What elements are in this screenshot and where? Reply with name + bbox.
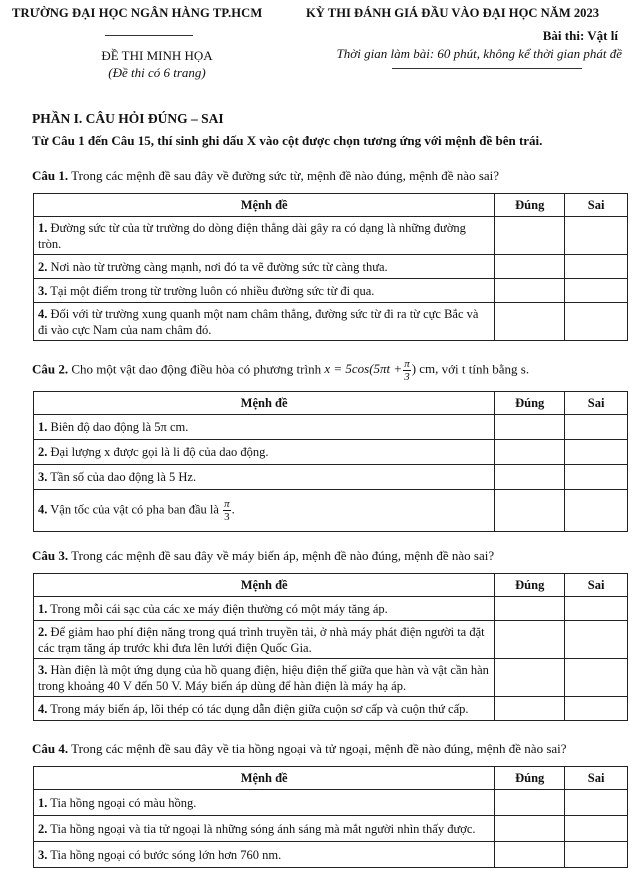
table-row [34,255,628,279]
exam-subject: Bài thi: Vật lí [542,28,618,43]
paper-type: ĐỀ THI MINH HỌA [101,48,213,63]
statement-cell: 2. Để giảm hao phí điện năng trong quá trình truyền tải, ở nhà máy phát điện người ta đặt các trạm tăng áp trước khi đưa lên lưới điện Quốc Gia. [34,621,495,659]
question-text: Cho một vật dao động điều hòa có phương trình [71,361,322,377]
question-text: Trong các mệnh đề sau đây về đường sức từ, mệnh đề nào đúng, mệnh đề nào sai? [71,168,500,183]
statement-cell: 1. Biên độ dao động là 5π cm. [34,415,495,440]
false-cell[interactable] [565,440,628,465]
header-divider-left [105,35,193,36]
statement-cell: 2. Đại lượng x được gọi là li độ của dao động. [34,440,495,465]
question-label: Câu 4. [32,741,69,756]
answer-table-3 [33,573,628,721]
statement-cell: 4. Đối với từ trường xung quanh một nam châm thẳng, đường sức từ đi ra từ cực Bắc và đi vào cực Nam của nam châm đó. [34,303,495,341]
statement-cell: 3. Hàn điện là một ứng dụng của hồ quang điện, hiệu điện thế giữa que hàn và vật cần hàn trong khoảng 40 V đến 50 V. Máy biến áp dùng để hàn điện là máy hạ áp. [34,659,495,697]
question-2 [32,358,529,383]
true-cell[interactable] [495,303,565,341]
false-cell[interactable] [565,303,628,341]
true-cell[interactable] [495,697,565,721]
false-cell[interactable] [565,217,628,255]
table-row [34,490,628,532]
header-statement: Mệnh đề [34,574,495,597]
true-cell[interactable] [495,842,565,868]
exam-name: KỲ THI ĐÁNH GIÁ ĐẦU VÀO ĐẠI HỌC NĂM 2023 [306,6,600,20]
table-header-row [34,574,628,597]
question-label: Câu 3. [32,548,69,563]
phase-fraction: $\frac{\pi}{3}$ [224,498,230,523]
table-row [34,842,628,868]
header-divider-right [392,68,582,69]
false-cell[interactable] [565,621,628,659]
table-row [34,465,628,490]
table-row [34,440,628,465]
statement-cell: 2. Nơi nào từ trường càng mạnh, nơi đó ta vẽ đường sức từ càng thưa. [34,255,495,279]
table-row [34,217,628,255]
false-cell[interactable] [565,597,628,621]
false-cell[interactable] [565,255,628,279]
statement-cell: 2. Tia hồng ngoại và tia tử ngoại là những sóng ánh sáng mà mắt người nhìn thấy được. [34,816,495,842]
statement-cell: 4. Vận tốc của vật có pha ban đầu là $\frac{\pi}{3}$ . [34,490,495,532]
question-1 [32,168,499,184]
statement-cell: 1. Đường sức từ của từ trường do dòng điện thẳng dài gây ra có dạng là những đường tròn. [34,217,495,255]
header-statement: Mệnh đề [34,194,495,217]
true-cell[interactable] [495,217,565,255]
false-cell[interactable] [565,279,628,303]
question-text: Trong các mệnh đề sau đây về máy biến áp, mệnh đề nào đúng, mệnh đề nào sai? [71,548,495,563]
false-cell[interactable] [565,490,628,532]
answer-table-1 [33,193,628,341]
part-title: PHẦN I. CÂU HỎI ĐÚNG – SAI [32,111,224,126]
header-false: Sai [565,392,628,415]
table-header-row [34,194,628,217]
question-text: Trong các mệnh đề sau đây về tia hồng ngoại và tử ngoại, mệnh đề nào đúng, mệnh đề nào sai? [71,741,567,756]
table-row [34,816,628,842]
table-row [34,621,628,659]
statement-cell: 3. Tại một điểm trong từ trường luôn có nhiều đường sức từ đi qua. [34,279,495,303]
false-cell[interactable] [565,790,628,816]
table-row [34,659,628,697]
question-4 [32,741,567,757]
true-cell[interactable] [495,790,565,816]
true-cell[interactable] [495,255,565,279]
table-header-row [34,392,628,415]
header-statement: Mệnh đề [34,767,495,790]
header-false: Sai [565,574,628,597]
table-row [34,790,628,816]
statement-cell: 1. Tia hồng ngoại có màu hồng. [34,790,495,816]
false-cell[interactable] [565,842,628,868]
true-cell[interactable] [495,465,565,490]
true-cell[interactable] [495,490,565,532]
header-statement: Mệnh đề [34,392,495,415]
statement-cell: 3. Tần số của dao động là 5 Hz. [34,465,495,490]
answer-table-2 [33,391,628,532]
statement-cell: 1. Trong mỗi cái sạc của các xe máy điện thường có một máy tăng áp. [34,597,495,621]
table-row [34,597,628,621]
header-true: Đúng [495,392,565,415]
true-cell[interactable] [495,440,565,465]
exam-time: Thời gian làm bài: 60 phút, không kể thời gian phát đề [336,46,622,61]
question-3 [32,548,494,564]
table-row [34,697,628,721]
true-cell[interactable] [495,659,565,697]
statement-cell: 4. Trong máy biến áp, lõi thép có tác dụng dẫn điện giữa cuộn sơ cấp và cuộn thứ cấp. [34,697,495,721]
equation: x = 5cos(5πt + $\frac{\pi}{3}$ ) cm, [324,358,439,383]
statement-cell: 3. Tia hồng ngoại có bước sóng lớn hơn 760 nm. [34,842,495,868]
header-false: Sai [565,767,628,790]
false-cell[interactable] [565,659,628,697]
false-cell[interactable] [565,697,628,721]
false-cell[interactable] [565,816,628,842]
true-cell[interactable] [495,816,565,842]
question-text-after: với t tính bằng s. [441,361,530,377]
table-row [34,415,628,440]
pages-note: (Đề thi có 6 trang) [108,65,206,80]
header-false: Sai [565,194,628,217]
exam-header [306,6,628,21]
part-instruction: Từ Câu 1 đến Câu 15, thí sinh ghi dấu X vào cột được chọn tương ứng với mệnh đề bên trái. [32,133,543,148]
header-true: Đúng [495,767,565,790]
answer-table-4 [33,766,628,868]
true-cell[interactable] [495,597,565,621]
false-cell[interactable] [565,415,628,440]
table-row [34,303,628,341]
true-cell[interactable] [495,415,565,440]
header-true: Đúng [495,194,565,217]
false-cell[interactable] [565,465,628,490]
header-true: Đúng [495,574,565,597]
equation-fraction: $\frac{\pi}{3}$ [404,358,410,383]
true-cell[interactable] [495,621,565,659]
question-label: Câu 1. [32,168,69,183]
table-row [34,279,628,303]
table-header-row [34,767,628,790]
school-name: TRƯỜNG ĐẠI HỌC NGÂN HÀNG TP.HCM [12,6,263,20]
question-label: Câu 2. [32,361,69,377]
school-header [12,6,302,21]
true-cell[interactable] [495,279,565,303]
